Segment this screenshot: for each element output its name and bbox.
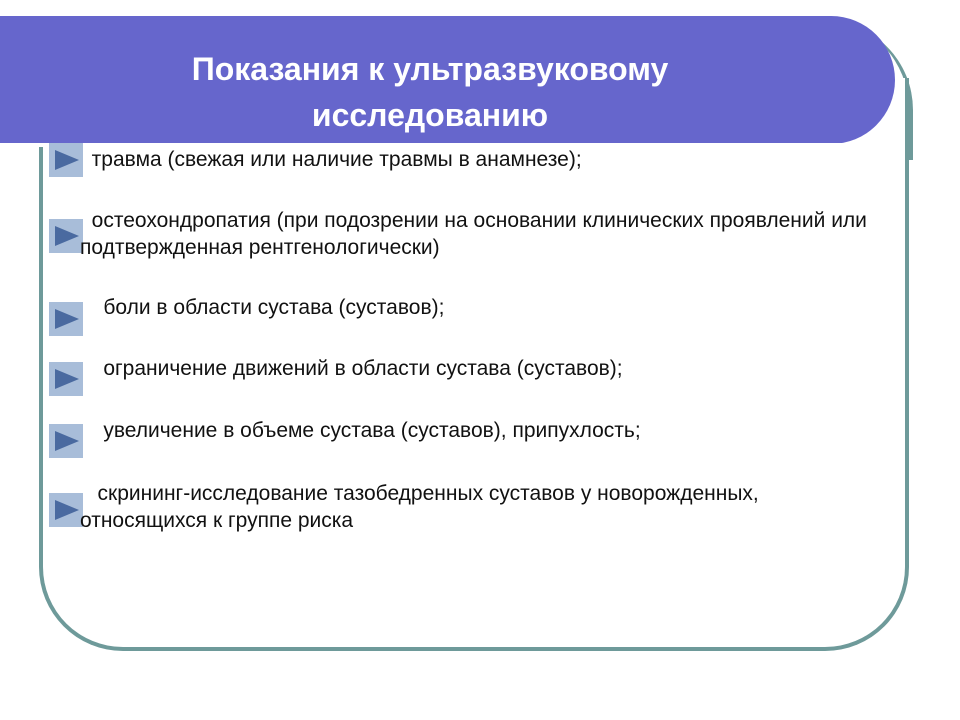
triangle-right-icon: [49, 143, 83, 177]
triangle-right-icon: [49, 302, 83, 336]
triangle-right-icon: [49, 219, 83, 253]
list-item: боли в области сустава (суставов);: [80, 296, 445, 319]
slide-title: Показания к ультразвуковому исследованию: [191, 51, 669, 133]
triangle-right-icon: [49, 424, 83, 458]
list-item: травма (свежая или наличие травмы в анамнезе);: [80, 148, 582, 171]
list-item: увеличение в объеме сустава (суставов), припухлость;: [80, 419, 641, 442]
list-item: остеохондропатия (при подозрении на основании клинических проявлений или подтвержденная рентгенологически): [80, 209, 873, 259]
list-item: скрининг-исследование тазобедренных суставов у новорожденных, относящихся к группе риска: [80, 482, 765, 532]
triangle-right-icon: [49, 493, 83, 527]
triangle-right-icon: [49, 362, 83, 396]
list-item: ограничение движений в области сустава (суставов);: [80, 357, 623, 380]
